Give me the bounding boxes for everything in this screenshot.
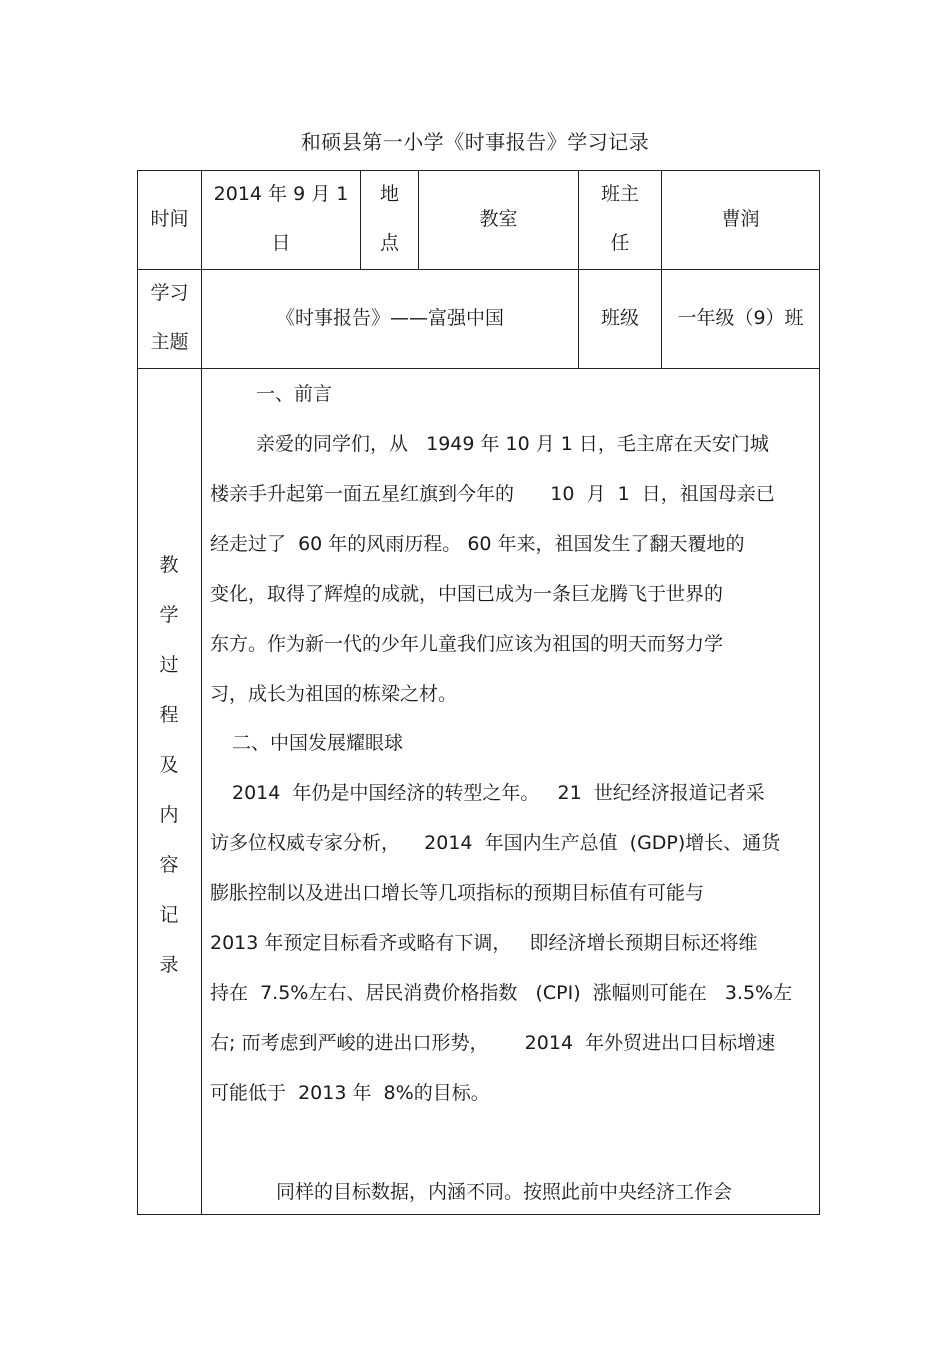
content-line: 右; 而考虑到严峻的进出口形势， 2014 年外贸进出口目标增速 — [210, 1032, 776, 1054]
topic-value: 《时事报告》——富强中国 — [275, 307, 504, 329]
content-line: 亲爱的同学们，从 1949 年 10 月 1 日，毛主席在天安门城 — [256, 433, 769, 455]
document-title: 和硕县第一小学《时事报告》学习记录 — [300, 130, 650, 154]
table-row-divider-2 — [137, 368, 820, 369]
teacher-value: 曹润 — [721, 208, 760, 230]
teacher-label: 班主 任 — [600, 183, 639, 254]
content-line: 2014 年仍是中国经济的转型之年。 21 世纪经济报道记者采 — [232, 782, 765, 804]
content-line: 膨胀控制以及进出口增长等几项指标的预期目标值有可能与 — [210, 882, 705, 904]
content-line: 可能低于 2013 年 8%的目标。 — [210, 1082, 490, 1104]
section-heading-development: 二、中国发展耀眼球 — [232, 732, 404, 754]
time-value: 2014 年 9 月 1 日 — [213, 183, 349, 254]
table-border-right — [819, 170, 820, 1215]
class-label: 班级 — [600, 307, 639, 329]
section-heading-preface: 一、前言 — [256, 383, 333, 405]
place-value: 教室 — [479, 208, 518, 230]
content-line: 2013 年预定目标看齐或略有下调， 即经济增长预期目标还将维 — [210, 932, 758, 954]
place-label: 地 点 — [379, 183, 399, 254]
content-line: 东方。作为新一代的少年儿童我们应该为祖国的明天而努力学 — [210, 633, 724, 655]
table-row-divider-1 — [137, 269, 820, 270]
topic-label: 学习 主题 — [150, 282, 189, 353]
content-line: 楼亲手升起第一面五星红旗到今年的 10 月 1 日，祖国母亲已 — [210, 483, 775, 505]
content-line: 同样的目标数据，内涵不同。按照此前中央经济工作会 — [276, 1181, 733, 1203]
content-line: 变化，取得了辉煌的成就，中国已成为一条巨龙腾飞于世界的 — [210, 583, 724, 605]
time-label: 时间 — [150, 208, 189, 230]
content-line: 访多位权威专家分析， 2014 年国内生产总值 (GDP)增长、通货 — [210, 832, 781, 854]
content-line: 持在 7.5%左右、居民消费价格指数 (CPI) 涨幅则可能在 3.5%左 — [210, 982, 793, 1004]
process-label: 教 学 过 程 及 内 容 记 录 — [159, 554, 179, 976]
content-line: 经走过了 60 年的风雨历程。 60 年来，祖国发生了翻天覆地的 — [210, 533, 745, 555]
content-line: 习，成长为祖国的栋梁之材。 — [210, 683, 458, 705]
class-value: 一年级（9）班 — [677, 307, 804, 329]
